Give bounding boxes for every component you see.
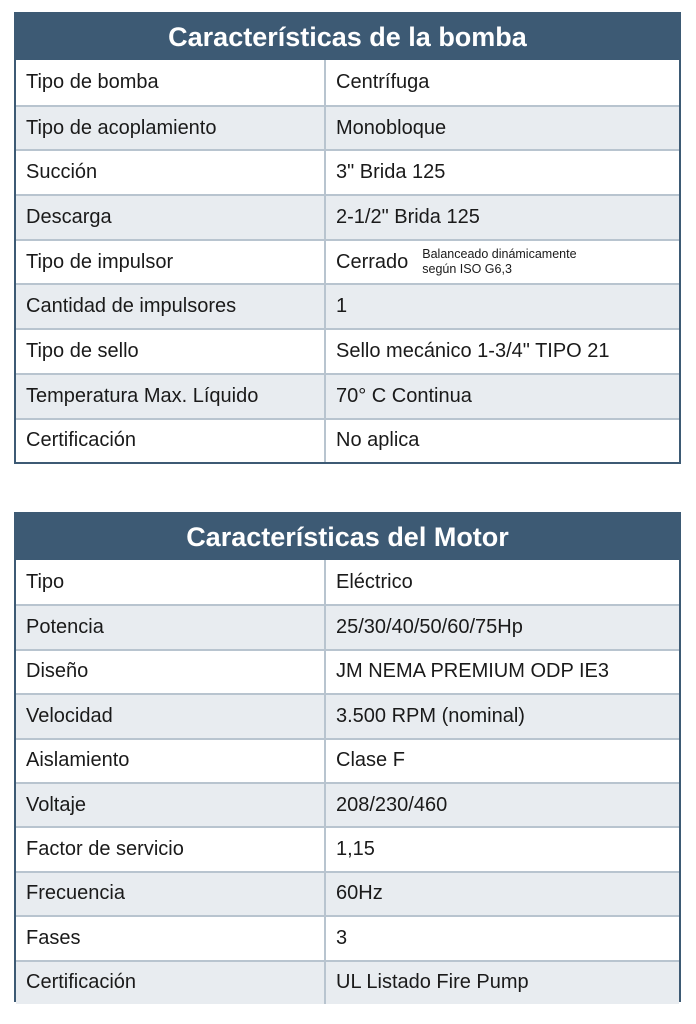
- table-row: [16, 871, 679, 915]
- row-label: Tipo de sello: [16, 330, 326, 373]
- table-row: [16, 418, 679, 463]
- balancing-note: [422, 247, 576, 277]
- row-label: Certificación: [16, 962, 326, 1004]
- impeller-type-value: Cerrado: [336, 250, 409, 273]
- table-row: [16, 328, 679, 373]
- table-row: [16, 149, 679, 194]
- row-value: 3.500 RPM (nominal): [336, 704, 525, 727]
- row-value: No aplica: [336, 429, 420, 452]
- row-value: 2-1/2" Brida 125: [336, 205, 480, 228]
- row-label: Aislamiento: [16, 740, 326, 782]
- row-label: Velocidad: [16, 695, 326, 737]
- row-value: 1,15: [336, 838, 375, 861]
- pump-characteristics-table: [14, 12, 681, 464]
- pump-table-title: Características de la bomba: [16, 14, 679, 60]
- row-value: [326, 241, 679, 284]
- table-row: [16, 649, 679, 693]
- balancing-note-line2: según ISO G6,3: [422, 262, 512, 277]
- row-value: 3" Brida 125: [336, 161, 446, 184]
- row-label: Potencia: [16, 606, 326, 648]
- row-label: Fases: [16, 917, 326, 959]
- table-row: [16, 60, 679, 105]
- row-value: 1: [336, 295, 348, 318]
- row-value: Sello mecánico 1-3/4" TIPO 21: [336, 339, 610, 362]
- row-label: Frecuencia: [16, 873, 326, 915]
- row-value: Eléctrico: [336, 570, 413, 593]
- table-row: [16, 826, 679, 870]
- table-row: [16, 960, 679, 1004]
- table-row: [16, 693, 679, 737]
- row-label: Diseño: [16, 651, 326, 693]
- row-value: JM NEMA PREMIUM ODP IE3: [336, 660, 610, 683]
- row-label: Voltaje: [16, 784, 326, 826]
- row-label: Tipo de bomba: [16, 60, 326, 105]
- row-value: UL Listado Fire Pump: [336, 971, 529, 994]
- table-row: [16, 105, 679, 150]
- row-value: Monobloque: [336, 116, 447, 139]
- motor-characteristics-table: [14, 512, 681, 1002]
- table-row: [16, 283, 679, 328]
- row-label: Factor de servicio: [16, 828, 326, 870]
- row-label: Descarga: [16, 196, 326, 239]
- row-value: 208/230/460: [336, 793, 448, 816]
- motor-table-title: Características del Motor: [16, 514, 679, 560]
- row-value: 70° C Continua: [336, 384, 472, 407]
- row-value: 3: [336, 926, 348, 949]
- row-label: Temperatura Max. Líquido: [16, 375, 326, 418]
- row-value: Clase F: [336, 749, 405, 772]
- table-row: [16, 560, 679, 604]
- balancing-note-line1: Balanceado dinámicamente: [422, 247, 577, 262]
- row-value: Centrífuga: [336, 70, 430, 93]
- row-label: Cantidad de impulsores: [16, 285, 326, 328]
- table-row: [16, 738, 679, 782]
- table-row: [16, 373, 679, 418]
- table-row: [16, 782, 679, 826]
- table-row: [16, 604, 679, 648]
- row-value: 60Hz: [336, 882, 383, 905]
- row-label: Succión: [16, 151, 326, 194]
- row-value: 25/30/40/50/60/75Hp: [336, 616, 523, 639]
- row-label: Tipo: [16, 560, 326, 604]
- table-row: [16, 239, 679, 284]
- row-label: Tipo de acoplamiento: [16, 107, 326, 150]
- row-label: Tipo de impulsor: [16, 241, 326, 284]
- table-row: [16, 915, 679, 959]
- table-row: [16, 194, 679, 239]
- row-label: Certificación: [16, 420, 326, 463]
